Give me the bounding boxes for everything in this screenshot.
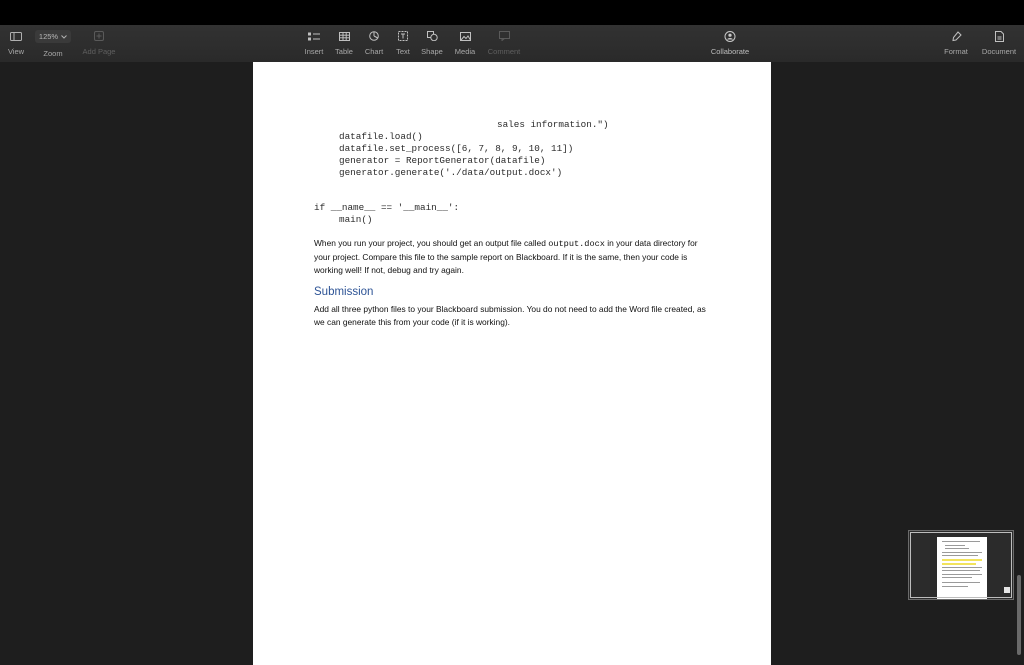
code-line: if __name__ == '__main__': — [314, 202, 460, 213]
zoom-label: Zoom — [43, 49, 63, 58]
zoom-value: 125% — [38, 32, 59, 41]
vertical-scrollbar[interactable] — [1017, 575, 1021, 655]
document-button[interactable] — [978, 25, 1020, 62]
insert-button[interactable] — [302, 25, 326, 62]
text-label: Text — [396, 47, 410, 56]
chart-label: Chart — [364, 47, 384, 56]
page-navigator-thumbnail[interactable] — [908, 530, 1014, 600]
code-line: main() — [339, 214, 373, 225]
paragraph-text: When you run your project, you should get an output file called — [314, 238, 549, 248]
media-button[interactable] — [453, 25, 477, 62]
code-line: sales information.") — [497, 119, 609, 130]
inline-code: output.docx — [548, 239, 605, 249]
collaborate-label: Collaborate — [710, 47, 750, 56]
chevron-down-icon — [61, 32, 67, 41]
add-page-icon — [94, 25, 104, 47]
body-paragraph — [314, 237, 714, 277]
shape-button[interactable] — [420, 25, 444, 62]
view-button[interactable] — [5, 25, 27, 62]
view-label: View — [7, 47, 25, 56]
add-page-label: Add Page — [82, 47, 116, 56]
toolbar — [0, 25, 1024, 63]
thumbnail-resize-handle[interactable] — [1004, 587, 1010, 593]
body-paragraph: Add all three python files to your Blackboard submission. You do not need to add the Word file created, as we can generate this from your code (if it is working). — [314, 304, 706, 327]
chart-button[interactable] — [363, 25, 385, 62]
insert-icon — [308, 25, 320, 47]
code-line: datafile.load() — [339, 131, 423, 142]
code-line: generator.generate('./data/output.docx') — [339, 167, 563, 178]
document-label: Document — [981, 47, 1017, 56]
zoom-select[interactable] — [35, 30, 71, 43]
code-line: generator = ReportGenerator(datafile) — [339, 155, 546, 166]
format-label: Format — [944, 47, 968, 56]
paragraph-text: in your data directory for your project. Compare this file to the sample report on Blackboard. If it is the same, then your code is working well! If not, debug and try again. — [314, 238, 698, 275]
add-page-button[interactable] — [81, 25, 117, 62]
media-label: Media — [454, 47, 476, 56]
media-icon — [460, 25, 471, 47]
table-button[interactable] — [333, 25, 355, 62]
format-button[interactable] — [941, 25, 971, 62]
table-label: Table — [335, 47, 353, 56]
comment-icon — [499, 25, 510, 47]
shape-icon — [427, 25, 438, 47]
document-icon — [995, 25, 1004, 47]
shape-label: Shape — [421, 47, 443, 56]
format-brush-icon — [951, 25, 962, 47]
text-button[interactable] — [392, 25, 414, 62]
zoom-control[interactable] — [33, 25, 73, 62]
comment-label: Comment — [487, 47, 521, 56]
insert-label: Insert — [304, 47, 324, 56]
comment-button[interactable] — [485, 25, 523, 62]
code-line: datafile.set_process([6, 7, 8, 9, 10, 11]) — [339, 143, 574, 154]
system-menu-bar — [0, 0, 1024, 25]
collaborate-button[interactable] — [706, 25, 754, 62]
text-icon — [398, 25, 408, 47]
collaborate-icon — [724, 25, 736, 47]
thumbnail-viewport[interactable] — [910, 532, 1012, 598]
section-heading: Submission — [314, 286, 374, 298]
table-icon — [339, 25, 350, 47]
sidebar-icon — [10, 25, 22, 47]
chart-icon — [369, 25, 379, 47]
